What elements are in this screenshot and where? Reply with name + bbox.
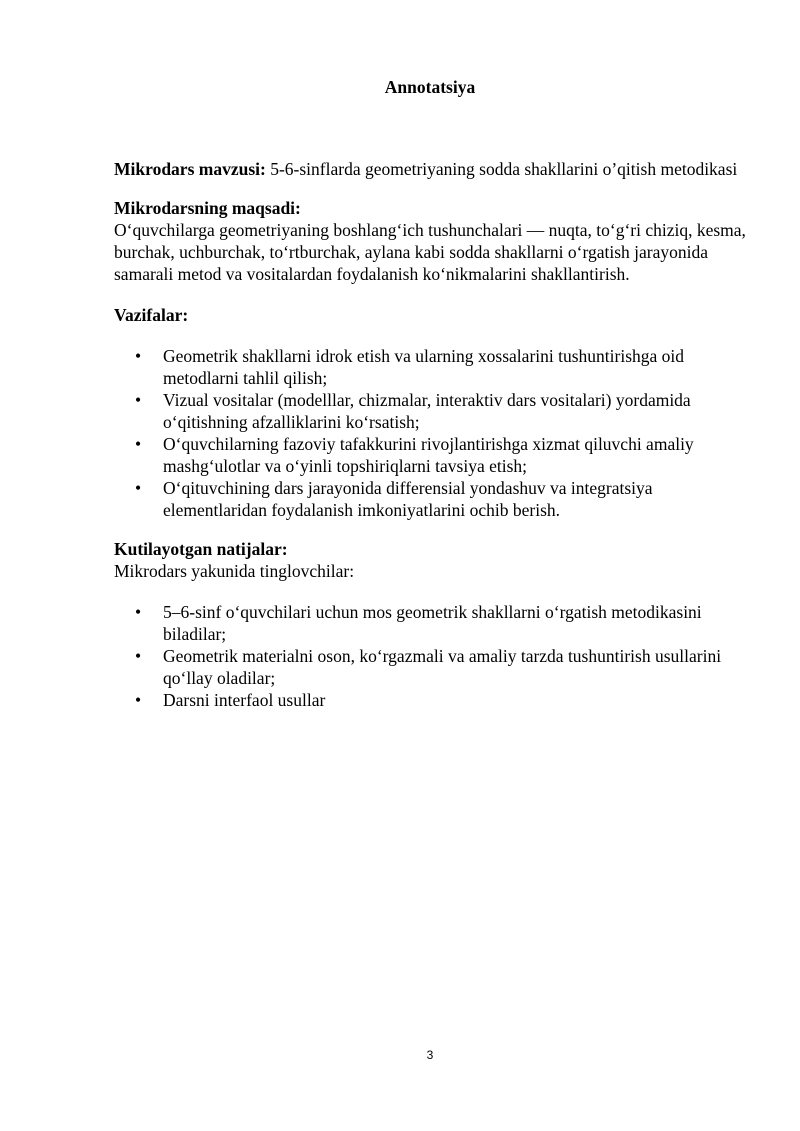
list-item-text: 5–6-sinf o‘quvchilari uchun mos geometrik shakllarni o‘rgatish metodikasini biladilar; [163, 602, 702, 644]
list-item-text: Darsni interfaol usullar [163, 690, 326, 710]
list-item-text: Vizual vositalar (modelllar, chizmalar, interaktiv dars vositalari) yordamida o‘qitishning afzalliklarini ko‘rsatish; [163, 390, 691, 432]
list-item [114, 345, 754, 389]
document-title: Annotatsiya [384, 77, 476, 97]
list-item [114, 433, 754, 477]
bullet-icon: • [135, 646, 142, 666]
topic-label: Mikrodars mavzusi: [114, 159, 266, 179]
results-intro: Mikrodars yakunida tinglovchilar: [114, 561, 355, 581]
list-item [114, 477, 754, 521]
bullet-icon: • [135, 346, 142, 366]
bullet-icon: • [135, 478, 142, 498]
bullet-icon: • [135, 390, 142, 410]
bullet-icon: • [135, 434, 142, 454]
goal-heading: Mikrodarsning maqsadi: [114, 198, 301, 218]
list-item-text: Geometrik materialni oson, ko‘rgazmali va amaliy tarzda tushuntirish usullarini qo‘llay oladilar; [163, 646, 722, 688]
topic-text: 5-6-sinflarda geometriyaning sodda shakllarini o’qitish metodikasi [265, 159, 738, 179]
bullet-icon: • [135, 602, 142, 622]
list-item [114, 645, 754, 689]
tasks-list [114, 345, 754, 521]
list-item-text: O‘quvchilarning fazoviy tafakkurini rivojlantirishga xizmat qiluvchi amaliy mashg‘ulotlar va o‘yinli topshiriqlarni tavsiya etish; [163, 434, 694, 476]
list-item [114, 689, 754, 711]
list-item-text: Geometrik shakllarni idrok etish va ularning xossalarini tushuntirishga oid metodlarni tahlil qilish; [163, 346, 685, 388]
page-number: 3 [426, 1048, 434, 1062]
tasks-heading: Vazifalar: [114, 305, 189, 325]
goal-text: O‘quvchilarga geometriyaning boshlang‘ich tushunchalari — nuqta, to‘g‘ri chiziq, kesma, burchak, uchburchak, to‘rtburchak, aylana kabi sodda shakllarni o‘rgatish jarayonida samarali metod va vositalardan foydalanish ko‘nikmalarini shakllantirish. [114, 220, 746, 284]
document-body [114, 158, 754, 711]
results-list [114, 601, 754, 711]
list-item-text: O‘qituvchining dars jarayonida differensial yondashuv va integratsiya elementlaridan foydalanish imkoniyatlarini ochib berish. [163, 478, 653, 520]
list-item [114, 601, 754, 645]
list-item [114, 389, 754, 433]
bullet-icon: • [135, 690, 142, 710]
results-heading: Kutilayotgan natijalar: [114, 539, 288, 559]
topic-paragraph [114, 158, 754, 180]
